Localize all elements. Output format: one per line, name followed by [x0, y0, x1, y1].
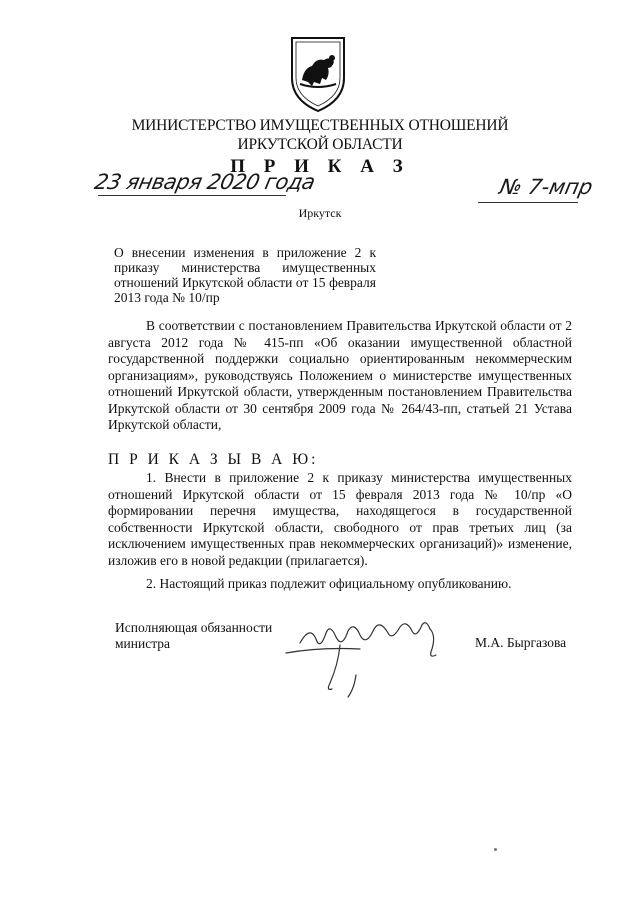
preamble-text: В соответствии с постановлением Правительства Иркутской области от 2 августа 2012 года № 415-пп «Об оказании имущественной областной государственной поддержки социально ориентированным некоммерческим организациям», руководствуясь Положением о министерстве имущественных отношений Иркутской области, утвержденным постановлением Правительства Иркутской области от 30 сентября 2009 года № 264/43-пп, статьей 21 Устава Иркутской области, — [108, 318, 572, 432]
handwritten-signature-icon — [280, 605, 450, 705]
scan-mark — [494, 848, 497, 851]
signatory-position-line2: министра — [115, 635, 171, 651]
city-name: Иркутск — [298, 206, 342, 220]
date-underline — [98, 195, 286, 196]
orders-heading: П Р И К А З Ы В А Ю: — [108, 451, 319, 468]
ministry-name-line2: ИРКУТСКОЙ ОБЛАСТИ — [237, 136, 403, 153]
irkutsk-coat-of-arms-icon — [286, 34, 350, 114]
order-number-handwritten: № 7-мпр — [497, 175, 595, 199]
order-subject: О внесении изменения в приложение 2 к приказу министерства имущественных отношений Иркутской области от 15 февраля 2013 года № 10/пр — [114, 245, 376, 305]
ministry-name-line1: МИНИСТЕРСТВО ИМУЩЕСТВЕННЫХ ОТНОШЕНИЙ — [131, 117, 509, 134]
document-type-title: П Р И К А З — [230, 156, 410, 177]
signatory-position — [115, 620, 272, 651]
signatory-position-line1: Исполняющая обязанности — [115, 620, 273, 635]
order-item-2 — [108, 576, 572, 593]
order-date-handwritten: 23 января 2020 года — [92, 170, 318, 194]
order-item-2-text: 2. Настоящий приказ подлежит официальному опубликованию. — [146, 576, 512, 591]
preamble-paragraph — [108, 318, 572, 434]
order-item-1 — [108, 470, 572, 569]
number-underline — [478, 202, 578, 203]
signatory-name: М.А. Быргазова — [475, 635, 567, 650]
order-item-1-text: 1. Внести в приложение 2 к приказу министерства имущественных отношений Иркутской области от 15 февраля 2013 года № 10/пр «О формировании перечня имущества, находящегося в государственной собственности Иркутской области, свободного от прав третьих лиц (за исключением имущественных прав некоммерческих организаций)» изменение, изложив его в новой редакции (прилагается). — [108, 470, 572, 568]
